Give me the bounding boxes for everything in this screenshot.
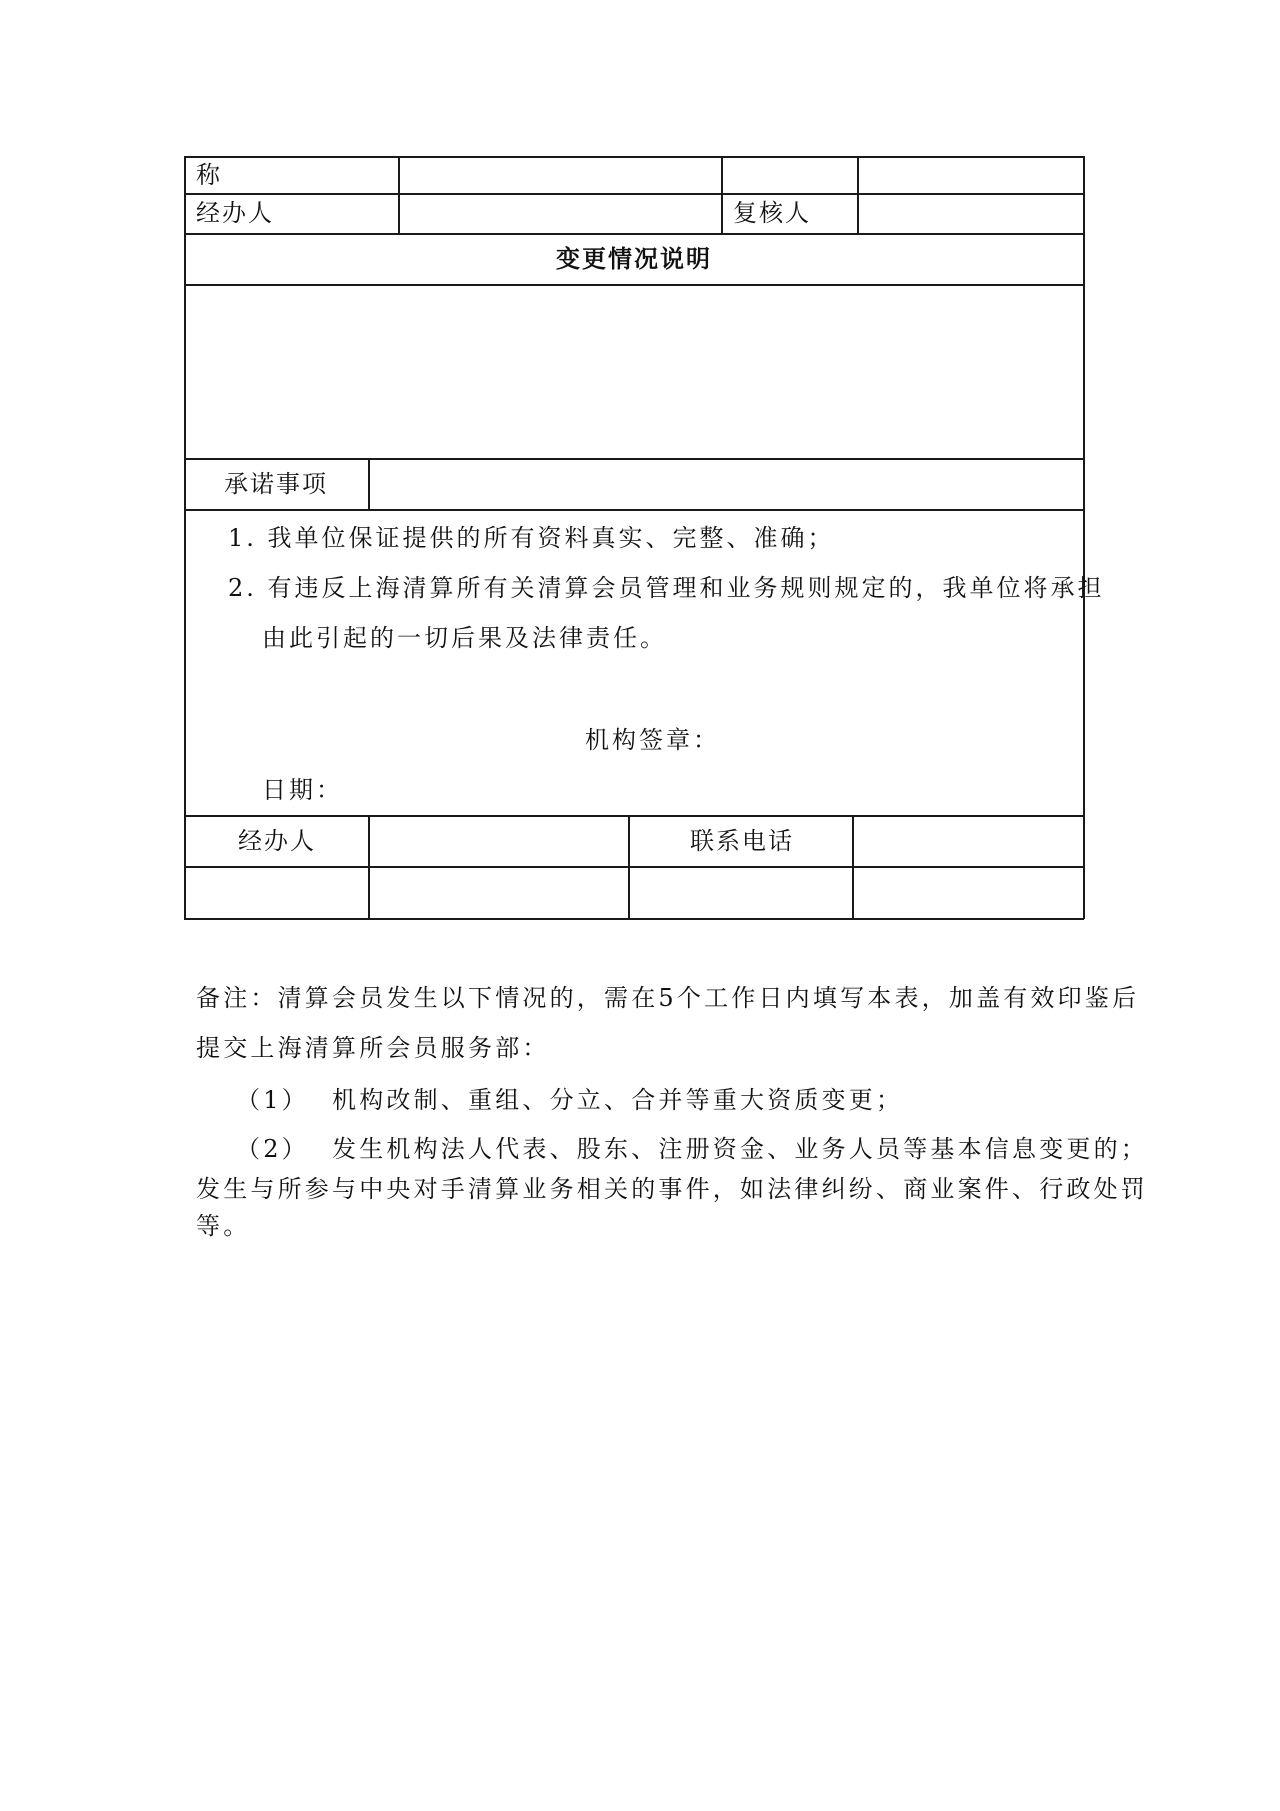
date-label: 日期： — [262, 776, 343, 804]
note-item-2-continued-1: 发生与所参与中央对手清算业务相关的事件，如法律纠纷、商业案件、行政处罚 — [196, 1175, 1148, 1203]
table-vline-contact-c — [852, 815, 854, 919]
note-item-1-text: 机构改制、重组、分立、合并等重大资质变更； — [332, 1086, 904, 1114]
table-vline-contact-a — [368, 815, 370, 919]
commitment-item-2-line1: 2. 有违反上海清算所有关清算会员管理和业务规则规定的，我单位将承担 — [228, 574, 1105, 602]
table-hline-bottom — [184, 918, 1084, 920]
reviewer-label: 复核人 — [733, 199, 811, 227]
handler-label: 经办人 — [196, 199, 274, 227]
name-label-fragment: 称 — [196, 161, 222, 189]
note-item-2-text: 发生机构法人代表、股东、注册资金、业务人员等基本信息变更的； — [332, 1135, 1148, 1163]
commitment-item-2-line2: 由此引起的一切后果及法律责任。 — [262, 624, 667, 652]
table-hline-row1 — [184, 193, 1084, 195]
note-line-1: 备注：清算会员发生以下情况的，需在5个工作日内填写本表，加盖有效印鉴后 — [196, 984, 1140, 1012]
seal-label: 机构签章： — [585, 726, 720, 754]
commitment-item-1: 1. 我单位保证提供的所有资料真实、完整、准确； — [228, 524, 835, 552]
table-border-right — [1083, 156, 1085, 919]
table-hline-contact — [184, 866, 1084, 868]
table-vline-r12-c — [857, 156, 859, 234]
table-border-left — [184, 156, 186, 919]
table-hline-commit — [184, 509, 1084, 511]
contact-phone-label: 联系电话 — [690, 827, 794, 855]
table-vline-r12-a — [398, 156, 400, 234]
table-hline-title — [184, 284, 1084, 286]
contact-handler-label: 经办人 — [238, 827, 316, 855]
note-item-2-continued-2: 等。 — [196, 1212, 251, 1240]
table-vline-contact-b — [628, 815, 630, 919]
table-vline-r12-b — [721, 156, 723, 234]
table-hline-desc — [184, 458, 1084, 460]
table-hline-row2 — [184, 233, 1084, 235]
note-line-2: 提交上海清算所会员服务部： — [196, 1034, 550, 1062]
note-item-2-number: （2） — [236, 1135, 309, 1163]
table-hline-commit-body — [184, 815, 1084, 817]
table-hline-top — [184, 156, 1084, 158]
change-description-title: 变更情况说明 — [556, 244, 712, 273]
table-vline-commit — [368, 458, 370, 510]
note-item-1-number: （1） — [236, 1086, 309, 1114]
commitment-label: 承诺事项 — [224, 470, 328, 498]
